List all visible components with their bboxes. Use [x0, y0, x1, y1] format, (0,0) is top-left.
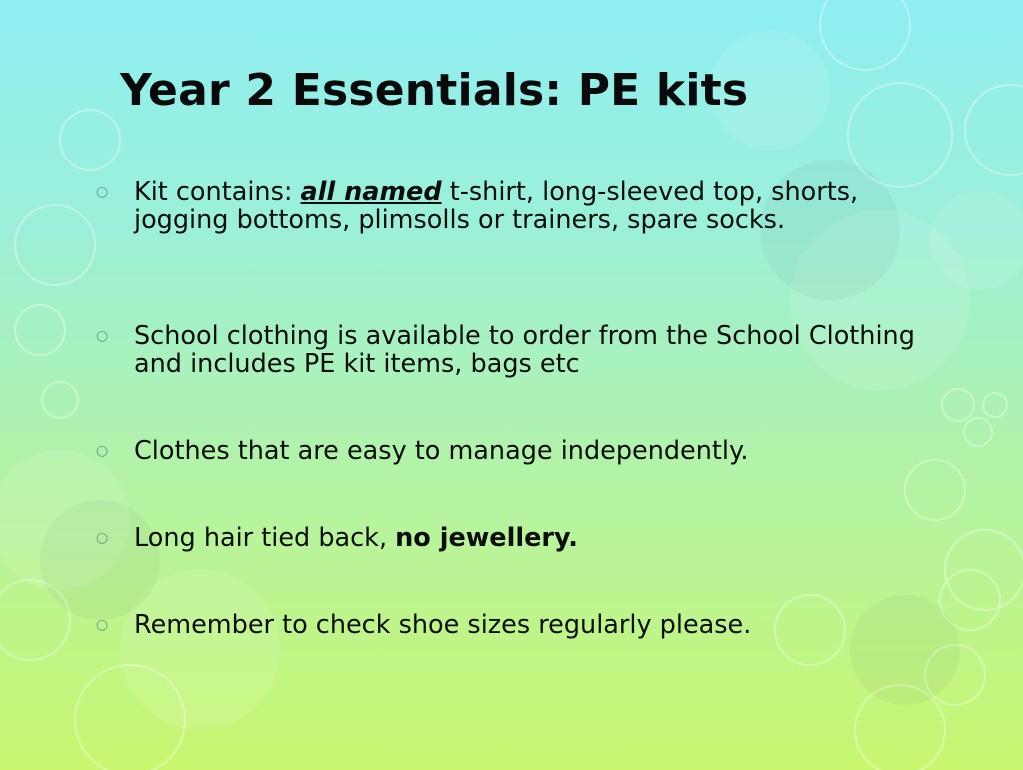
- bullet-hair-jewellery: [96, 524, 926, 552]
- bullet-text-emphasis: all named: [300, 177, 442, 207]
- bullet-text-intro: Long hair tied back,: [134, 523, 396, 553]
- bullet-shoe-sizes: [96, 611, 926, 639]
- bullet-text: School clothing is available to order from the School Clothing and includes PE kit items, bags etc: [134, 321, 915, 379]
- bullet-kit-contents: [96, 178, 926, 234]
- bullet-text-items: t-shirt, long-sleeved top, shorts, jogging bottoms, plimsolls or trainers, spare socks.: [134, 177, 859, 235]
- bullet-school-clothing: [96, 322, 926, 378]
- bullet-marker: ○: [96, 530, 109, 546]
- bullet-text: Clothes that are easy to manage independently.: [134, 436, 749, 466]
- slide-title: Year 2 Essentials: PE kits: [120, 65, 749, 116]
- bullet-text: Remember to check shoe sizes regularly please.: [134, 610, 752, 640]
- bullet-marker: ○: [96, 184, 109, 200]
- bullet-marker: ○: [96, 328, 109, 344]
- bullet-marker: ○: [96, 443, 109, 459]
- bullet-marker: ○: [96, 617, 109, 633]
- bullet-text-bold: no jewellery.: [395, 523, 578, 553]
- bullet-text: [134, 524, 926, 552]
- bullet-text: [134, 178, 926, 234]
- bullet-easy-clothes: [96, 437, 926, 465]
- bullet-text-intro: Kit contains:: [134, 177, 301, 207]
